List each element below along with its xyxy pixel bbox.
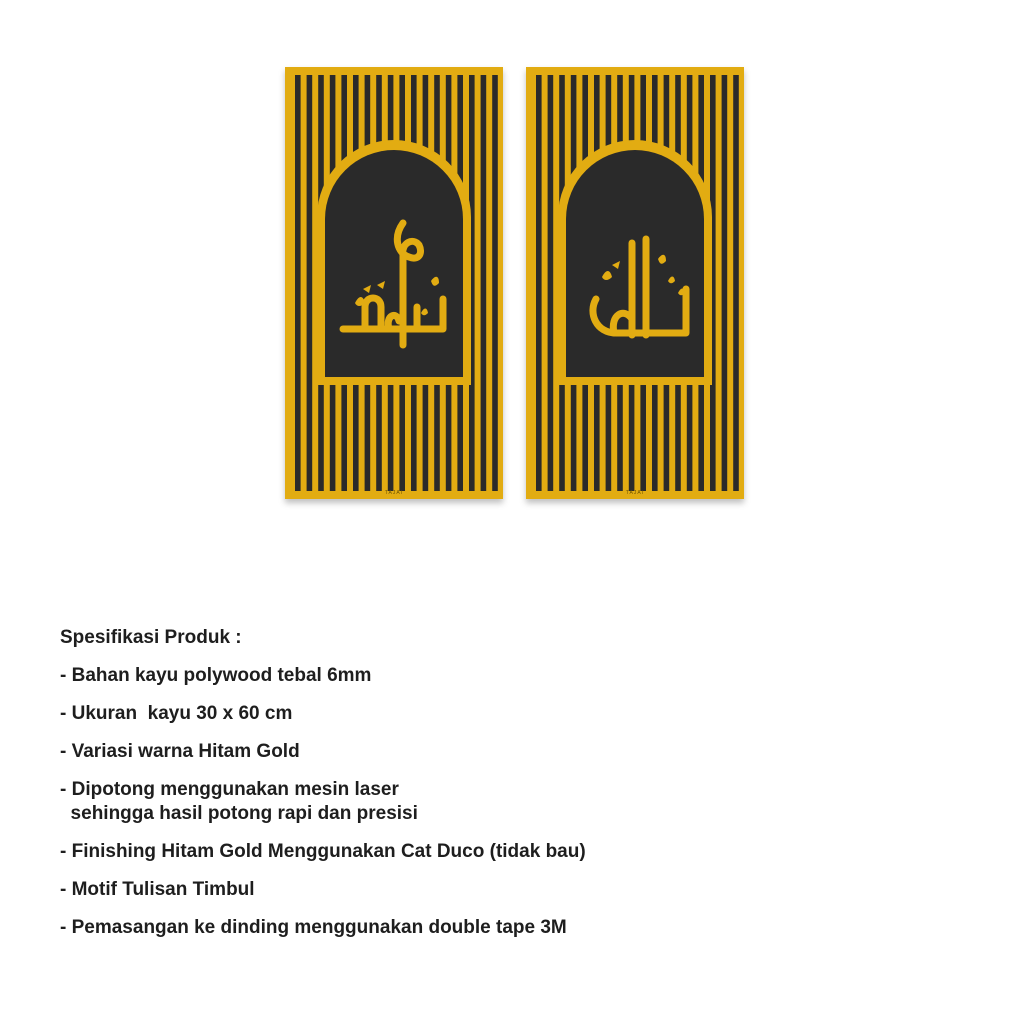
spec-text: - Dipotong menggunakan mesin laser xyxy=(60,779,399,800)
panel-stripe xyxy=(536,75,542,491)
panel-stripe xyxy=(722,75,728,491)
product-specs xyxy=(60,626,586,954)
spec-item xyxy=(60,840,586,864)
specs-heading: Spesifikasi Produk : xyxy=(60,627,242,648)
panel-artwork xyxy=(285,67,503,499)
spec-item xyxy=(60,916,586,940)
panel-stripe xyxy=(548,75,554,491)
spec-item xyxy=(60,778,586,826)
panel-artwork xyxy=(526,67,744,499)
maker-mark: TAJAI xyxy=(625,490,645,496)
spec-text: - Motif Tulisan Timbul xyxy=(60,879,255,900)
maker-mark: TAJAI xyxy=(384,490,404,496)
panel-stripe xyxy=(733,75,739,491)
spec-text: - Bahan kayu polywood tebal 6mm xyxy=(60,665,372,686)
spec-item xyxy=(60,702,586,726)
panel-stripe xyxy=(481,75,487,491)
panel-stripe xyxy=(307,75,313,491)
spec-item xyxy=(60,664,586,688)
product-panel-allah xyxy=(526,67,744,499)
spec-text: - Pemasangan ke dinding menggunakan double tape 3M xyxy=(60,917,567,938)
product-panel-muhammad xyxy=(285,67,503,499)
panel-stripe xyxy=(492,75,498,491)
spec-text: - Variasi warna Hitam Gold xyxy=(60,741,300,762)
spec-item xyxy=(60,878,586,902)
panel-stripe xyxy=(295,75,301,491)
spec-text: - Finishing Hitam Gold Menggunakan Cat Duco (tidak bau) xyxy=(60,841,586,862)
spec-text-continued: sehingga hasil potong rapi dan presisi xyxy=(60,803,418,824)
spec-text: - Ukuran kayu 30 x 60 cm xyxy=(60,703,293,724)
spec-item xyxy=(60,740,586,764)
